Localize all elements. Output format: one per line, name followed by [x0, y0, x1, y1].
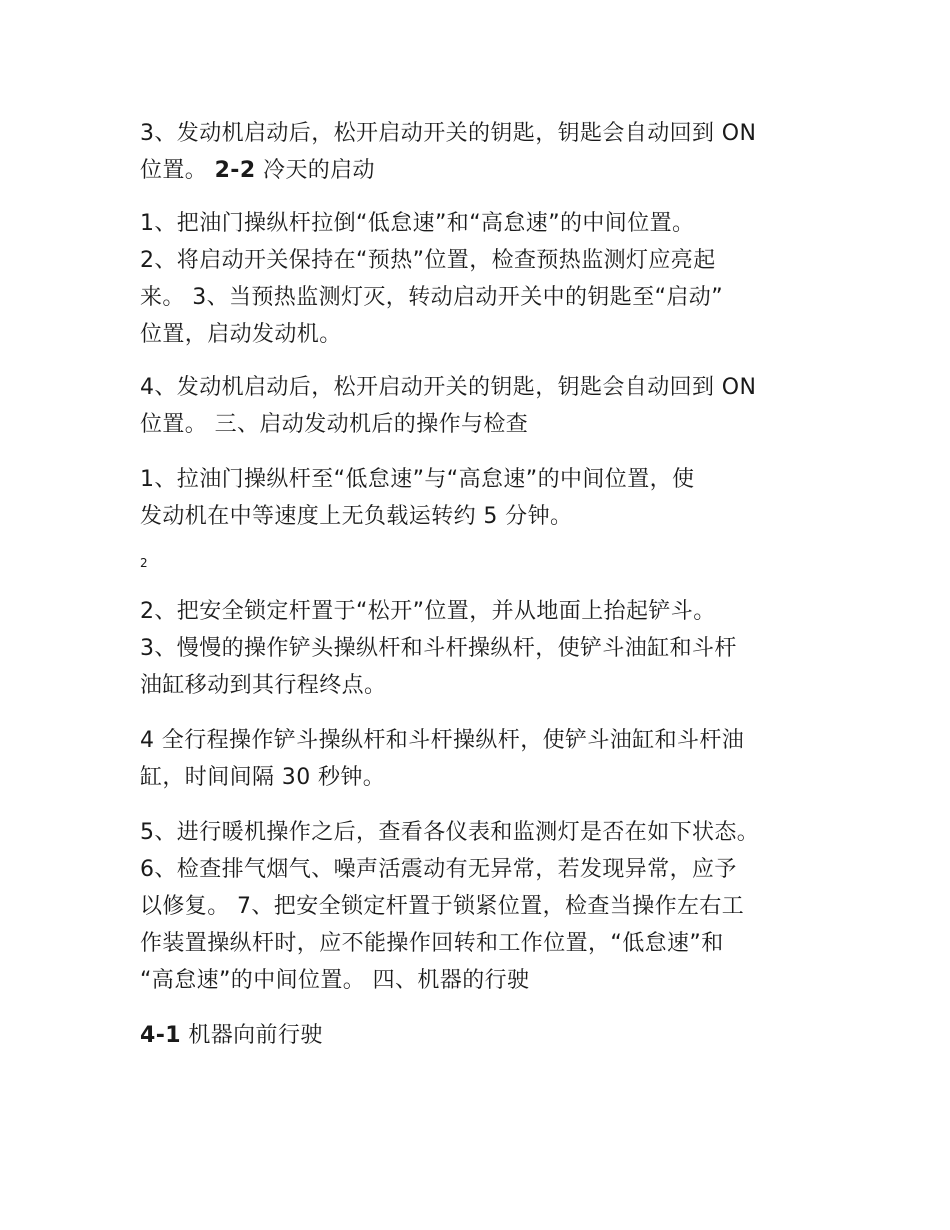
section-number: 4-1	[140, 1023, 181, 1048]
text-line: 1、拉油门操纵杆至“低怠速”与“高怠速”的中间位置，使	[140, 467, 695, 492]
text-line: 6、检查排气烟气、噪声活震动有无异常，若发现异常，应予	[140, 857, 737, 882]
text-line: 4、发动机启动后，松开启动开关的钥匙，钥匙会自动回到 ON	[140, 375, 757, 400]
text-line: 来。 3、当预热监测灯灭，转动启动开关中的钥匙至“启动”	[140, 285, 723, 310]
text-line: 2、将启动开关保持在“预热”位置，检查预热监测灯应亮起	[140, 248, 716, 273]
text-line: “高怠速”的中间位置。 四、机器的行驶	[140, 968, 530, 993]
paragraph-cold-step4	[140, 369, 820, 443]
paragraph-cold-start	[140, 205, 820, 353]
section-number: 2-2	[214, 158, 256, 183]
text-line: 油缸移动到其行程终点。	[140, 673, 387, 698]
text-line	[140, 1017, 820, 1054]
section-title: 机器向前行驶	[180, 1023, 323, 1048]
text-line: 2、把安全锁定杆置于“松开”位置，并从地面上抬起铲斗。	[140, 599, 716, 624]
text-line: 缸，时间间隔 30 秒钟。	[140, 765, 386, 790]
text-line: 1、把油门操纵杆拉倒“低怠速”和“高怠速”的中间位置。	[140, 211, 695, 236]
page-number: 2	[140, 556, 148, 570]
text-line: 位置，启动发动机。	[140, 322, 342, 347]
text-line: 发动机在中等速度上无负载运转约 5 分钟。	[140, 504, 573, 529]
text-line: 作装置操纵杆时，应不能操作回转和工作位置，“低怠速”和	[140, 931, 724, 956]
paragraph-start-step3	[140, 115, 820, 189]
text-line: 以修复。 7、把安全锁定杆置于锁紧位置，检查当操作左右工	[140, 894, 745, 919]
paragraph-after-start-steps2-3	[140, 593, 820, 704]
text-line	[140, 152, 820, 189]
paragraph-after-start-step1	[140, 461, 820, 535]
heading-forward-travel	[140, 1017, 820, 1054]
text-line: 5、进行暖机操作之后，查看各仪表和监测灯是否在如下状态。	[140, 820, 760, 845]
text-line: 3、发动机启动后，松开启动开关的钥匙，钥匙会自动回到 ON	[140, 121, 757, 146]
text-line: 3、慢慢的操作铲头操纵杆和斗杆操纵杆，使铲斗油缸和斗杆	[140, 636, 737, 661]
section-title: 冷天的启动	[255, 158, 375, 183]
paragraph-after-start-steps5-7	[140, 814, 820, 999]
paragraph-after-start-step4	[140, 722, 820, 796]
text-line: 位置。 三、启动发动机后的操作与检查	[140, 412, 529, 437]
text-span: 位置。	[140, 158, 215, 183]
text-line: 4 全行程操作铲斗操纵杆和斗杆操纵杆，使铲斗油缸和斗杆油	[140, 728, 745, 753]
document-page	[140, 115, 820, 1054]
